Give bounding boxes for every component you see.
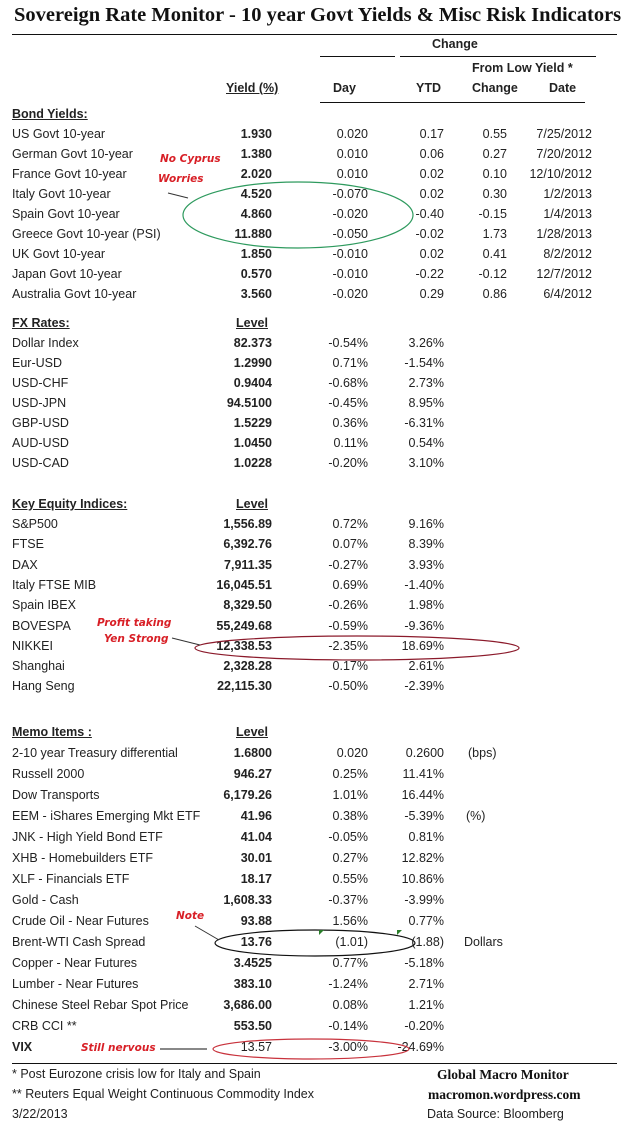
data-source: Data Source: Bloomberg: [427, 1107, 564, 1121]
day-change: -0.54%: [328, 336, 368, 350]
day-change: 0.71%: [332, 356, 368, 370]
yield-value: 4.860: [240, 207, 272, 221]
day-change: 0.17%: [332, 659, 368, 674]
low-yield-date: 6/4/2012: [543, 287, 592, 301]
low-yield-date: 8/2/2012: [543, 247, 592, 261]
ytd-change: 10.86%: [401, 872, 444, 886]
table-row: [0, 891, 630, 911]
row-label: Italy Govt 10-year: [12, 187, 111, 201]
ytd-change: 12.82%: [401, 851, 444, 865]
ytd-change: 3.93%: [408, 557, 444, 572]
ytd-change: 16.44%: [401, 788, 444, 802]
row-label: Russell 2000: [12, 767, 85, 781]
day-change: -0.50%: [328, 679, 368, 694]
annotation-no-cyprus: No Cyprus: [160, 153, 221, 165]
row-label: Gold - Cash: [12, 893, 79, 907]
level-value: 946.27: [233, 767, 272, 781]
change-from-low: 0.30: [482, 187, 507, 201]
yield-value: 2.020: [240, 167, 272, 181]
row-label: Japan Govt 10-year: [12, 267, 122, 281]
report-date: 3/22/2013: [12, 1107, 68, 1121]
day-change: 0.77%: [332, 956, 368, 970]
yield-value: 4.520: [240, 187, 272, 201]
row-label: Hang Seng: [12, 679, 75, 694]
table-row: [0, 535, 630, 555]
low-yield-date: 1/28/2013: [536, 227, 592, 241]
ytd-change: 0.02: [419, 187, 444, 201]
change-from-low: -0.15: [478, 207, 507, 221]
day-change: 0.55%: [332, 872, 368, 886]
annotation-still-nervous: Still nervous: [81, 1042, 156, 1054]
level-value: 41.96: [240, 809, 272, 823]
table-row: [0, 265, 630, 285]
date-header: Date: [549, 81, 577, 95]
level-value: 3,686.00: [223, 998, 272, 1012]
table-row: [0, 354, 630, 374]
level-value: 383.10: [233, 977, 272, 991]
equity-level-header: Level: [236, 497, 268, 511]
low-yield-date: 12/7/2012: [536, 267, 592, 281]
change-from-low: 0.10: [482, 167, 507, 181]
ytd-change: 8.39%: [408, 537, 444, 552]
row-label: France Govt 10-year: [12, 167, 127, 181]
table-row: [0, 556, 630, 576]
row-label: US Govt 10-year: [12, 127, 106, 141]
level-value: 22,115.30: [217, 679, 272, 694]
day-change: 1.56%: [332, 914, 368, 928]
level-value: 1,608.33: [223, 893, 272, 907]
table-row: [0, 677, 630, 697]
row-label: Brent-WTI Cash Spread: [12, 935, 146, 949]
table-row: [0, 849, 630, 869]
row-label: Spain IBEX: [12, 598, 76, 613]
footnote-2: ** Reuters Equal Weight Continuous Commodity Index: [12, 1087, 315, 1101]
level-value: 8,329.50: [223, 598, 272, 613]
day-change: 0.07%: [332, 537, 368, 552]
change-from-low: 0.55: [482, 127, 507, 141]
row-label: XHB - Homebuilders ETF: [12, 851, 154, 865]
row-label: USD-JPN: [12, 396, 67, 410]
table-row: [0, 125, 630, 145]
day-change: -0.27%: [328, 557, 368, 572]
level-value: 18.17: [240, 872, 272, 886]
day-change: -0.010: [332, 267, 368, 281]
day-change: -0.37%: [328, 893, 368, 907]
day-change: 0.020: [336, 746, 368, 760]
memo-level-header: Level: [236, 725, 268, 739]
ytd-change: 3.10%: [408, 456, 444, 470]
ytd-change: -6.31%: [404, 416, 444, 430]
change-from-low: 1.73: [482, 227, 507, 241]
day-change: -0.020: [332, 287, 368, 301]
row-label: FTSE: [12, 537, 44, 552]
day-change: 0.69%: [332, 577, 368, 592]
ytd-change: 2.61%: [408, 659, 444, 674]
row-label: S&P500: [12, 517, 58, 531]
row-label: CRB CCI **: [12, 1019, 77, 1033]
change-from-low: -0.12: [478, 267, 507, 281]
unit-label: Dollars: [464, 935, 503, 949]
ytd-change: -9.36%: [404, 618, 444, 633]
row-label: Copper - Near Futures: [12, 956, 138, 970]
day-change: 0.72%: [332, 517, 368, 531]
level-value: 1.5229: [233, 416, 272, 430]
row-label: Eur-USD: [12, 356, 63, 370]
row-label: Dollar Index: [12, 336, 79, 350]
row-label: German Govt 10-year: [12, 147, 133, 161]
change-from-low: 0.41: [482, 247, 507, 261]
table-row: [0, 828, 630, 848]
row-label: Australia Govt 10-year: [12, 287, 137, 301]
level-value: 1.0450: [233, 436, 272, 450]
yield-header: Yield (%): [226, 81, 279, 95]
ytd-change: 8.95%: [408, 396, 444, 410]
unit-label: (bps): [468, 746, 497, 760]
day-change: 0.25%: [332, 767, 368, 781]
table-row: [0, 185, 630, 205]
table-row: [0, 374, 630, 394]
row-label: NIKKEI: [12, 638, 53, 653]
annotation-profit-taking: Profit taking: [97, 617, 172, 629]
level-value: 1.6800: [233, 746, 272, 760]
ytd-change: 1.98%: [408, 598, 444, 613]
row-label: Spain Govt 10-year: [12, 207, 120, 221]
day-change: -0.020: [332, 207, 368, 221]
row-label: GBP-USD: [12, 416, 69, 430]
ytd-header: YTD: [416, 81, 441, 95]
day-change: -0.070: [332, 187, 368, 201]
row-label: Italy FTSE MIB: [12, 577, 97, 592]
day-change: 0.27%: [332, 851, 368, 865]
level-value: 6,392.76: [223, 537, 272, 552]
ytd-change: 0.77%: [408, 914, 444, 928]
change-header: Change: [432, 37, 478, 51]
day-change: 0.08%: [332, 998, 368, 1012]
table-row: [0, 434, 630, 454]
level-value: 55,249.68: [216, 618, 272, 633]
ytd-change: 2.73%: [408, 376, 444, 390]
row-label: BOVESPA: [12, 618, 71, 633]
table-row: [0, 807, 630, 827]
table-row: [0, 165, 630, 185]
yield-value: 1.930: [240, 127, 272, 141]
equity-indices-heading: Key Equity Indices:: [12, 497, 128, 511]
day-change: -0.68%: [328, 376, 368, 390]
annotation-yen-strong: Yen Strong: [104, 633, 169, 645]
row-label: 2-10 year Treasury differential: [12, 746, 178, 760]
row-label: EEM - iShares Emerging Mkt ETF: [12, 809, 201, 823]
yield-value: 1.850: [240, 247, 272, 261]
page-title: Sovereign Rate Monitor - 10 year Govt Yields & Misc Risk Indicators: [14, 4, 622, 26]
ytd-change: 9.16%: [408, 517, 444, 531]
day-change: 1.01%: [332, 788, 368, 802]
low-yield-date: 1/2/2013: [543, 187, 592, 201]
title-divider: [12, 34, 617, 35]
level-value: 82.373: [233, 336, 272, 350]
low-yield-date: 12/10/2012: [529, 167, 592, 181]
day-change: 0.020: [336, 127, 368, 141]
row-label: Greece Govt 10-year (PSI): [12, 227, 161, 241]
ytd-change: -5.18%: [404, 956, 444, 970]
yield-value: 3.560: [240, 287, 272, 301]
row-label: VIX: [12, 1040, 33, 1054]
level-value: 0.9404: [233, 376, 272, 390]
row-label: Lumber - Near Futures: [12, 977, 139, 991]
table-row: [0, 637, 630, 657]
row-label: USD-CAD: [12, 456, 69, 470]
change-from-low: 0.27: [482, 147, 507, 161]
change-divider-ytd: [400, 56, 596, 57]
table-row: [0, 285, 630, 305]
day-change: 0.38%: [332, 809, 368, 823]
brand-site: macromon.wordpress.com: [428, 1087, 581, 1102]
ytd-change: -0.40: [415, 207, 444, 221]
table-row: [0, 225, 630, 245]
day-change: -0.05%: [328, 830, 368, 844]
row-label: Dow Transports: [12, 788, 100, 802]
ytd-change: 0.02: [419, 167, 444, 181]
row-label: AUD-USD: [12, 436, 69, 450]
ytd-change: 11.41%: [402, 767, 444, 781]
table-row: [0, 617, 630, 637]
low-yield-date: 1/4/2013: [543, 207, 592, 221]
brand-name: Global Macro Monitor: [437, 1067, 569, 1082]
table-row: [0, 145, 630, 165]
unit-label: (%): [466, 809, 486, 823]
table-row: [0, 205, 630, 225]
table-row: [0, 576, 630, 596]
ytd-change: 0.81%: [408, 830, 444, 844]
ytd-change: 18.69%: [401, 638, 444, 653]
day-change: 0.010: [336, 147, 368, 161]
table-row: [0, 515, 630, 535]
level-value: 7,911.35: [224, 557, 272, 572]
ytd-change: -0.02: [415, 227, 444, 241]
day-change: -0.20%: [328, 456, 368, 470]
level-value: 12,338.53: [216, 638, 272, 653]
day-change: -2.35%: [328, 638, 368, 653]
yield-value: 0.570: [240, 267, 272, 281]
row-label: DAX: [12, 557, 38, 572]
table-row: [0, 975, 630, 995]
day-change: -0.59%: [328, 618, 368, 633]
annotation-note: Note: [176, 910, 205, 922]
table-row: [0, 454, 630, 474]
header-divider: [320, 102, 585, 103]
ytd-change: 0.02: [419, 247, 444, 261]
table-row: [0, 657, 630, 677]
footer-divider: [12, 1063, 617, 1064]
day-header: Day: [333, 81, 356, 95]
fx-level-header: Level: [236, 316, 268, 330]
table-row: [0, 912, 630, 932]
table-row: [0, 394, 630, 414]
table-row: [0, 870, 630, 890]
day-change: -0.45%: [328, 396, 368, 410]
row-label: JNK - High Yield Bond ETF: [12, 830, 163, 844]
yield-value: 1.380: [240, 147, 272, 161]
ytd-change: -1.54%: [404, 356, 444, 370]
table-row: [0, 744, 630, 764]
day-change: -0.26%: [328, 598, 368, 613]
level-value: 13.76: [240, 935, 272, 949]
day-change: -1.24%: [328, 977, 368, 991]
level-value: 2,328.28: [223, 659, 272, 674]
row-label: USD-CHF: [12, 376, 69, 390]
row-label: XLF - Financials ETF: [12, 872, 130, 886]
ytd-change: 1.21%: [408, 998, 444, 1012]
annotation-worries: Worries: [158, 173, 204, 185]
bond-yields-heading: Bond Yields:: [12, 107, 88, 121]
ytd-change: 0.06: [419, 147, 444, 161]
row-label: UK Govt 10-year: [12, 247, 106, 261]
level-value: 16,045.51: [216, 577, 272, 592]
level-value: 1,556.89: [223, 517, 272, 531]
ytd-change: 2.71%: [408, 977, 444, 991]
day-change: 0.36%: [332, 416, 368, 430]
level-value: 13.57: [240, 1040, 272, 1054]
table-row: [0, 334, 630, 354]
level-value: 30.01: [240, 851, 272, 865]
from-low-yield-header: From Low Yield *: [472, 61, 573, 75]
level-value: 41.04: [240, 830, 272, 844]
row-label: Chinese Steel Rebar Spot Price: [12, 998, 189, 1012]
day-change: -0.14%: [328, 1019, 368, 1033]
day-change: (1.01): [335, 935, 368, 949]
level-value: 3.4525: [233, 956, 272, 970]
ytd-change: 0.54%: [408, 436, 444, 450]
day-change: -0.050: [332, 227, 368, 241]
day-change: -0.010: [332, 247, 368, 261]
ytd-change: -2.39%: [404, 679, 444, 694]
table-row: [0, 765, 630, 785]
table-row: [0, 996, 630, 1016]
level-value: 94.5100: [226, 396, 272, 410]
fx-rates-heading: FX Rates:: [12, 316, 70, 330]
day-change: -3.00%: [328, 1040, 368, 1054]
ytd-change: -1.40%: [404, 577, 444, 592]
level-value: 553.50: [233, 1019, 272, 1033]
table-row: [0, 596, 630, 616]
ytd-change: 0.2600: [405, 746, 444, 760]
change-col-header: Change: [472, 81, 518, 95]
row-label: Shanghai: [12, 659, 65, 674]
table-row: [0, 1017, 630, 1037]
ytd-change: 0.17: [419, 127, 444, 141]
ytd-change: 3.26%: [408, 336, 444, 350]
ytd-change: -24.69%: [397, 1040, 444, 1054]
table-row: [0, 414, 630, 434]
ytd-change: -5.39%: [404, 809, 444, 823]
yield-value: 11.880: [234, 227, 272, 241]
row-label: Crude Oil - Near Futures: [12, 914, 149, 928]
table-row: [0, 954, 630, 974]
footnote-1: * Post Eurozone crisis low for Italy and Spain: [12, 1067, 261, 1081]
memo-items-heading: Memo Items :: [12, 725, 92, 739]
low-yield-date: 7/20/2012: [536, 147, 592, 161]
ytd-change: 0.29: [419, 287, 444, 301]
level-value: 1.2990: [233, 356, 272, 370]
table-row: [0, 933, 630, 953]
change-from-low: 0.86: [482, 287, 507, 301]
table-row: [0, 245, 630, 265]
ytd-change: (1.88): [411, 935, 444, 949]
level-value: 1.0228: [233, 456, 272, 470]
ytd-change: -0.20%: [404, 1019, 444, 1033]
day-change: 0.010: [336, 167, 368, 181]
level-value: 93.88: [240, 914, 272, 928]
table-row: [0, 786, 630, 806]
low-yield-date: 7/25/2012: [536, 127, 592, 141]
ytd-change: -0.22: [415, 267, 444, 281]
day-change: 0.11%: [333, 436, 368, 450]
ytd-change: -3.99%: [404, 893, 444, 907]
level-value: 6,179.26: [223, 788, 272, 802]
change-divider-day: [320, 56, 395, 57]
